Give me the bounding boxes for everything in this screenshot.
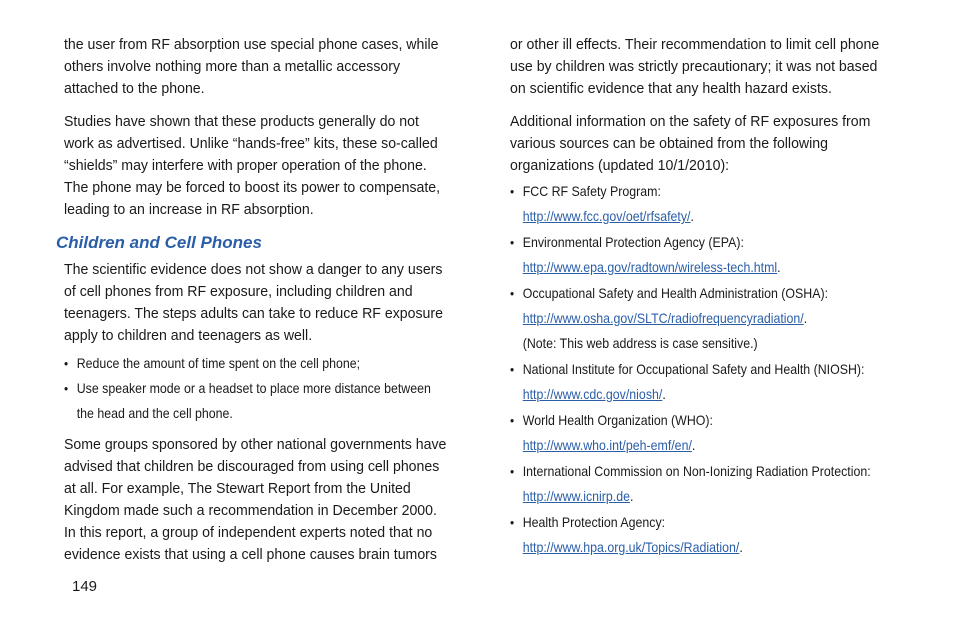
section-heading: Children and Cell Phones — [56, 233, 262, 252]
url-line — [523, 484, 923, 509]
url-line — [523, 382, 923, 407]
bullet-icon: • — [510, 362, 515, 377]
organizations-list — [510, 179, 910, 560]
text-line: Kingdom made such a recommendation in December 2000. — [64, 502, 437, 519]
text-line: teenagers. The steps adults can take to reduce RF exposure — [64, 305, 443, 322]
bullet-icon: • — [510, 515, 515, 530]
right-column — [510, 34, 910, 572]
organization-link[interactable]: http://www.fcc.gov/oet/rfsafety/ — [522, 209, 691, 224]
text-line: apply to children and teenagers as well. — [64, 327, 313, 344]
paragraph-recommendation — [510, 34, 912, 100]
organization-name: National Institute for Occupational Safety and Health (NIOSH): — [522, 362, 865, 377]
text-line: The scientific evidence does not show a danger to any users — [64, 261, 443, 278]
text-line: on scientific evidence that any health hazard exists. — [510, 80, 832, 97]
period: . — [691, 438, 696, 453]
organization-note: (Note: This web address is case sensitive.) — [522, 336, 758, 351]
text-line: Some groups sponsored by other national governments have — [64, 436, 447, 453]
url-line — [523, 204, 923, 229]
organization-link[interactable]: http://www.osha.gov/SLTC/radiofrequencyradiation/ — [522, 311, 804, 326]
url-line — [523, 306, 923, 331]
period: . — [630, 489, 634, 504]
list-item — [64, 351, 479, 376]
bullet-icon: • — [64, 381, 69, 396]
paragraph-scientific-evidence — [64, 259, 468, 347]
period: . — [662, 387, 666, 402]
url-line — [523, 255, 923, 280]
page-number: 149 — [72, 578, 98, 595]
organization-link[interactable]: http://www.icnirp.de — [522, 489, 631, 504]
list-item — [510, 230, 923, 280]
text-line: at all. For example, The Stewart Report from the United — [64, 480, 411, 497]
text-line: advised that children be discouraged from using cell phones — [64, 458, 440, 475]
list-item — [510, 408, 923, 458]
text-line: evidence exists that using a cell phone causes brain tumors — [64, 546, 437, 563]
text-line: others involve nothing more than a metallic accessory — [64, 58, 401, 75]
text-line: various sources can be obtained from the following — [510, 135, 828, 152]
text-line: The phone may be forced to boost its power to compensate, — [64, 179, 441, 196]
text-line: work as advertised. Unlike “hands-free” kits, these so-called — [64, 135, 438, 152]
period: . — [777, 260, 781, 275]
period: . — [739, 540, 743, 555]
url-line — [523, 433, 923, 458]
text-line: In this report, a group of independent experts noted that no — [64, 524, 433, 541]
text-line: or other ill effects. Their recommendation to limit cell phone — [510, 36, 880, 53]
url-line — [523, 535, 923, 560]
text-line: use by children was strictly precautionary; it was not based — [510, 58, 878, 75]
list-item-text: Use speaker mode or a headset to place more distance between — [76, 381, 431, 396]
organization-name: Occupational Safety and Health Administration (OSHA): — [522, 286, 829, 301]
text-line: attached to the phone. — [64, 80, 205, 97]
list-item — [510, 281, 923, 356]
period: . — [690, 209, 694, 224]
organization-name: World Health Organization (WHO): — [522, 413, 713, 428]
list-item — [510, 179, 923, 229]
list-item — [64, 376, 479, 426]
list-item-text: the head and the cell phone. — [76, 406, 233, 421]
list-item — [510, 459, 923, 509]
bullet-icon: • — [64, 356, 69, 371]
text-line: Studies have shown that these products generally do not — [64, 113, 419, 130]
text-line: “shields” may interfere with proper operation of the phone. — [64, 157, 427, 174]
paragraph-additional-info — [510, 111, 912, 177]
organization-link[interactable]: http://www.cdc.gov/niosh/ — [522, 387, 663, 402]
organization-name: Environmental Protection Agency (EPA): — [522, 235, 744, 250]
bullet-icon: • — [510, 464, 515, 479]
paragraph-rf-cases — [64, 34, 468, 100]
paragraph-national-governments — [64, 434, 468, 566]
organization-name: Health Protection Agency: — [522, 515, 666, 530]
text-line: organizations (updated 10/1/2010): — [510, 157, 730, 174]
text-line: of cell phones from RF exposure, including children and — [64, 283, 413, 300]
organization-name: International Commission on Non-Ionizing Radiation Protection: — [522, 464, 871, 479]
children-tips-list — [64, 351, 466, 426]
paragraph-studies — [64, 111, 468, 221]
organization-link[interactable]: http://www.hpa.org.uk/Topics/Radiation/ — [522, 540, 740, 555]
bullet-icon: • — [510, 235, 515, 250]
organization-name: FCC RF Safety Program: — [522, 184, 661, 199]
organization-link[interactable]: http://www.epa.gov/radtown/wireless-tech.html — [522, 260, 778, 275]
list-item — [510, 357, 923, 407]
bullet-icon: • — [510, 413, 515, 428]
text-line: Additional information on the safety of RF exposures from — [510, 113, 871, 130]
period: . — [803, 311, 808, 326]
organization-link[interactable]: http://www.who.int/peh-emf/en/ — [522, 438, 692, 453]
list-item — [510, 510, 923, 560]
left-column — [56, 34, 466, 577]
bullet-icon: • — [510, 286, 515, 301]
list-item-text: Reduce the amount of time spent on the cell phone; — [76, 356, 361, 371]
bullet-icon: • — [510, 184, 515, 199]
text-line: leading to an increase in RF absorption. — [64, 201, 314, 218]
text-line: the user from RF absorption use special phone cases, while — [64, 36, 439, 53]
